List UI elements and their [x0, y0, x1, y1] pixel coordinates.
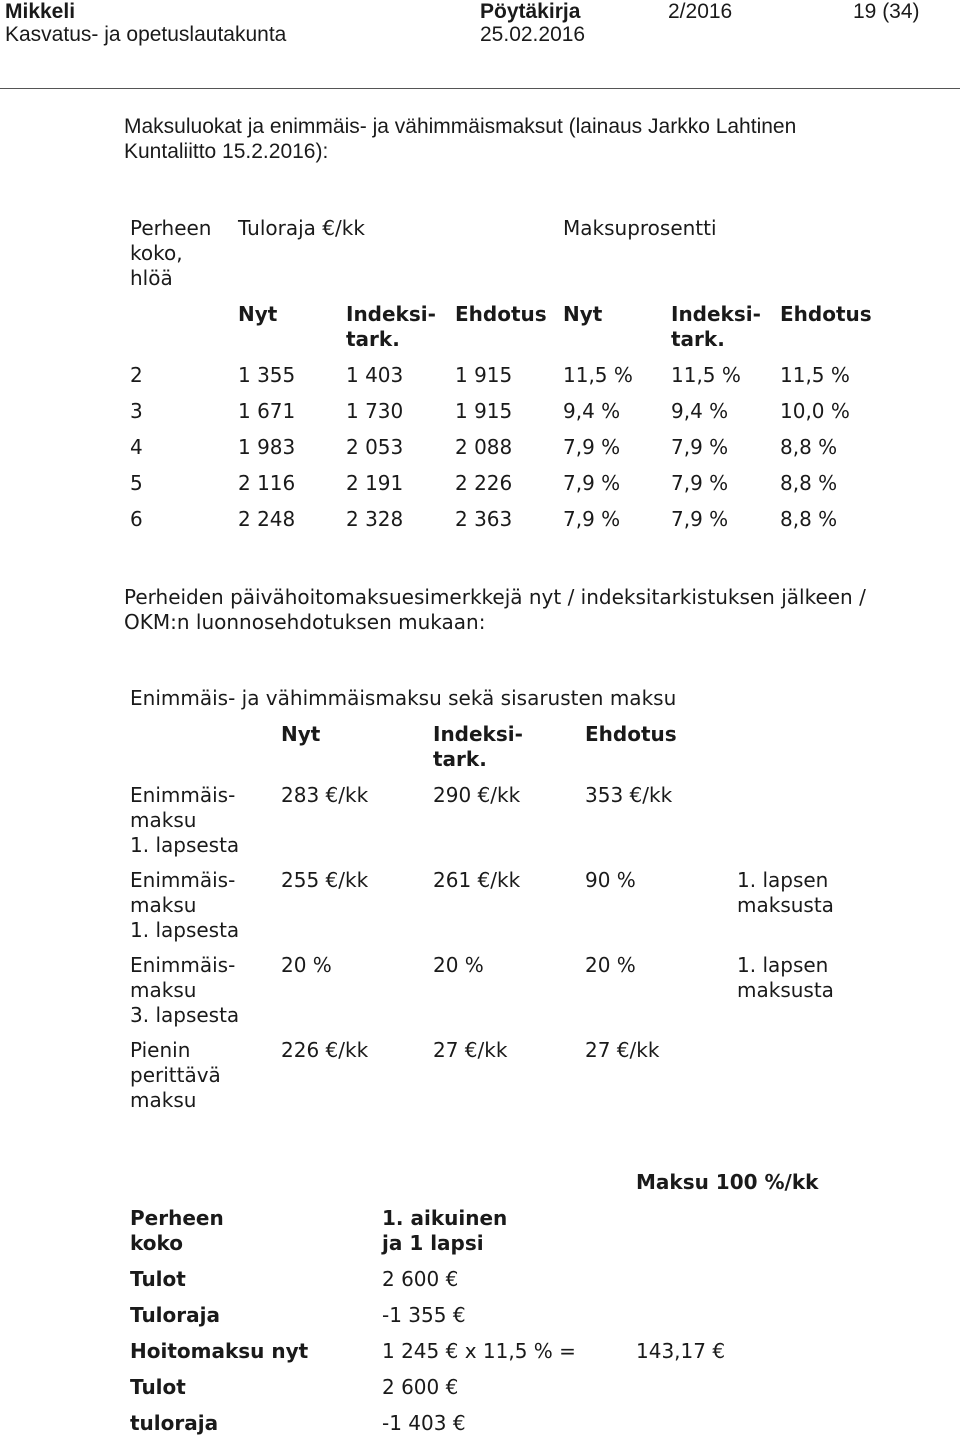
percent-proposal-cell: 8,8 % — [780, 435, 838, 459]
meeting-date: 25.02.2016 — [480, 23, 586, 46]
family-size-label-1: Perheen — [130, 1206, 224, 1230]
income-now-cell: 1 983 — [238, 435, 296, 459]
row-label: Tulot — [130, 1375, 186, 1399]
percent-index-cell: 11,5 % — [671, 363, 741, 387]
examples-intro-line-1: Perheiden päivähoitomaksuesimerkkejä nyt / indeksitarkistuksen jälkeen / — [124, 585, 866, 609]
income-now-cell: 1 355 — [238, 363, 296, 387]
index-header-1: Indeksi- — [433, 722, 523, 746]
family-size-label-2: koko — [130, 1231, 184, 1255]
percent-now-cell: 11,5 % — [563, 363, 633, 387]
family-size-cell: 2 — [130, 363, 143, 387]
income-proposal-cell: 1 915 — [455, 363, 513, 387]
examples-intro-line-2: OKM:n luonnosehdotuksen mukaan: — [124, 610, 486, 634]
proposal-cell: 20 % — [585, 953, 636, 977]
note-cell: maksusta — [737, 893, 834, 917]
family-size-header-1: Perheen — [130, 216, 212, 240]
note-cell: maksusta — [737, 978, 834, 1002]
percent-index-cell: 9,4 % — [671, 399, 729, 423]
committee-name: Kasvatus- ja opetuslautakunta — [5, 23, 287, 46]
income-index-header-1: Indeksi- — [346, 302, 436, 326]
income-index-cell: 1 403 — [346, 363, 404, 387]
percent-proposal-cell: 8,8 % — [780, 507, 838, 531]
index-cell: 20 % — [433, 953, 484, 977]
family-size-cell: 3 — [130, 399, 143, 423]
index-header-2: tark. — [433, 747, 487, 771]
percent-now-cell: 7,9 % — [563, 507, 621, 531]
row-label: Enimmäis- — [130, 783, 236, 807]
row-value: -1 355 € — [382, 1303, 466, 1327]
percent-proposal-cell: 8,8 % — [780, 471, 838, 495]
percent-now-cell: 7,9 % — [563, 471, 621, 495]
income-index-cell: 1 730 — [346, 399, 404, 423]
row-label: Tulot — [130, 1267, 186, 1291]
row-value: 2 600 € — [382, 1375, 459, 1399]
family-size-header-3: hlöä — [130, 266, 173, 290]
row-label: 1. lapsesta — [130, 833, 240, 857]
income-proposal-cell: 2 088 — [455, 435, 513, 459]
row-result: 143,17 € — [636, 1339, 726, 1363]
income-proposal-cell: 2 363 — [455, 507, 513, 531]
percent-index-cell: 7,9 % — [671, 471, 729, 495]
fee-header: Maksu 100 %/kk — [636, 1170, 819, 1194]
proposal-cell: 90 % — [585, 868, 636, 892]
income-index-cell: 2 053 — [346, 435, 404, 459]
income-index-cell: 2 328 — [346, 507, 404, 531]
index-cell: 290 €/kk — [433, 783, 521, 807]
family-size-value-1: 1. aikuinen — [382, 1206, 508, 1230]
percent-index-header-1: Indeksi- — [671, 302, 761, 326]
now-cell: 20 % — [281, 953, 332, 977]
percent-index-header-2: tark. — [671, 327, 725, 351]
header-divider — [0, 88, 960, 89]
page-number: 19 (34) — [853, 0, 920, 23]
income-proposal-cell: 2 226 — [455, 471, 513, 495]
proposal-cell: 353 €/kk — [585, 783, 673, 807]
income-now-header: Nyt — [238, 302, 278, 326]
income-index-cell: 2 191 — [346, 471, 404, 495]
intro-line-2: Kuntaliitto 15.2.2016): — [124, 140, 329, 163]
income-now-cell: 2 116 — [238, 471, 296, 495]
income-proposal-header: Ehdotus — [455, 302, 547, 326]
index-cell: 261 €/kk — [433, 868, 521, 892]
row-label: Pienin — [130, 1038, 191, 1062]
percent-proposal-cell: 11,5 % — [780, 363, 850, 387]
family-size-value-2: ja 1 lapsi — [382, 1231, 484, 1255]
percent-proposal-header: Ehdotus — [780, 302, 872, 326]
proposal-header: Ehdotus — [585, 722, 677, 746]
family-size-cell: 5 — [130, 471, 143, 495]
percent-index-cell: 7,9 % — [671, 507, 729, 531]
row-label: maksu — [130, 978, 197, 1002]
now-header: Nyt — [281, 722, 321, 746]
now-cell: 226 €/kk — [281, 1038, 369, 1062]
income-proposal-cell: 1 915 — [455, 399, 513, 423]
family-size-cell: 4 — [130, 435, 143, 459]
income-limit-header: Tuloraja €/kk — [238, 216, 365, 240]
income-index-header-2: tark. — [346, 327, 400, 351]
family-size-cell: 6 — [130, 507, 143, 531]
table-title: Enimmäis- ja vähimmäismaksu sekä sisarusten maksu — [130, 686, 677, 710]
document-number: 2/2016 — [668, 0, 733, 23]
row-value: 1 245 € x 11,5 % = — [382, 1339, 576, 1363]
percent-now-cell: 7,9 % — [563, 435, 621, 459]
income-now-cell: 1 671 — [238, 399, 296, 423]
note-cell: 1. lapsen — [737, 868, 829, 892]
now-cell: 283 €/kk — [281, 783, 369, 807]
document-type: Pöytäkirja — [480, 0, 581, 23]
row-label: maksu — [130, 893, 197, 917]
row-label: maksu — [130, 1088, 197, 1112]
municipality-name: Mikkeli — [5, 0, 76, 23]
percent-now-header: Nyt — [563, 302, 603, 326]
family-size-header-2: koko, — [130, 241, 183, 265]
row-label: Tuloraja — [130, 1303, 220, 1327]
row-label: maksu — [130, 808, 197, 832]
intro-line-1: Maksuluokat ja enimmäis- ja vähimmäismaksut (lainaus Jarkko Lahtinen — [124, 115, 797, 138]
percent-now-cell: 9,4 % — [563, 399, 621, 423]
row-label: 3. lapsesta — [130, 1003, 240, 1027]
row-label: Enimmäis- — [130, 953, 236, 977]
proposal-cell: 27 €/kk — [585, 1038, 660, 1062]
row-value: 2 600 € — [382, 1267, 459, 1291]
row-label: Enimmäis- — [130, 868, 236, 892]
row-label: 1. lapsesta — [130, 918, 240, 942]
now-cell: 255 €/kk — [281, 868, 369, 892]
row-value: -1 403 € — [382, 1411, 466, 1435]
note-cell: 1. lapsen — [737, 953, 829, 977]
index-cell: 27 €/kk — [433, 1038, 508, 1062]
row-label: perittävä — [130, 1063, 221, 1087]
row-label: tuloraja — [130, 1411, 219, 1435]
percent-index-cell: 7,9 % — [671, 435, 729, 459]
percent-proposal-cell: 10,0 % — [780, 399, 850, 423]
income-now-cell: 2 248 — [238, 507, 296, 531]
fee-percent-header: Maksuprosentti — [563, 216, 717, 240]
row-label: Hoitomaksu nyt — [130, 1339, 309, 1363]
